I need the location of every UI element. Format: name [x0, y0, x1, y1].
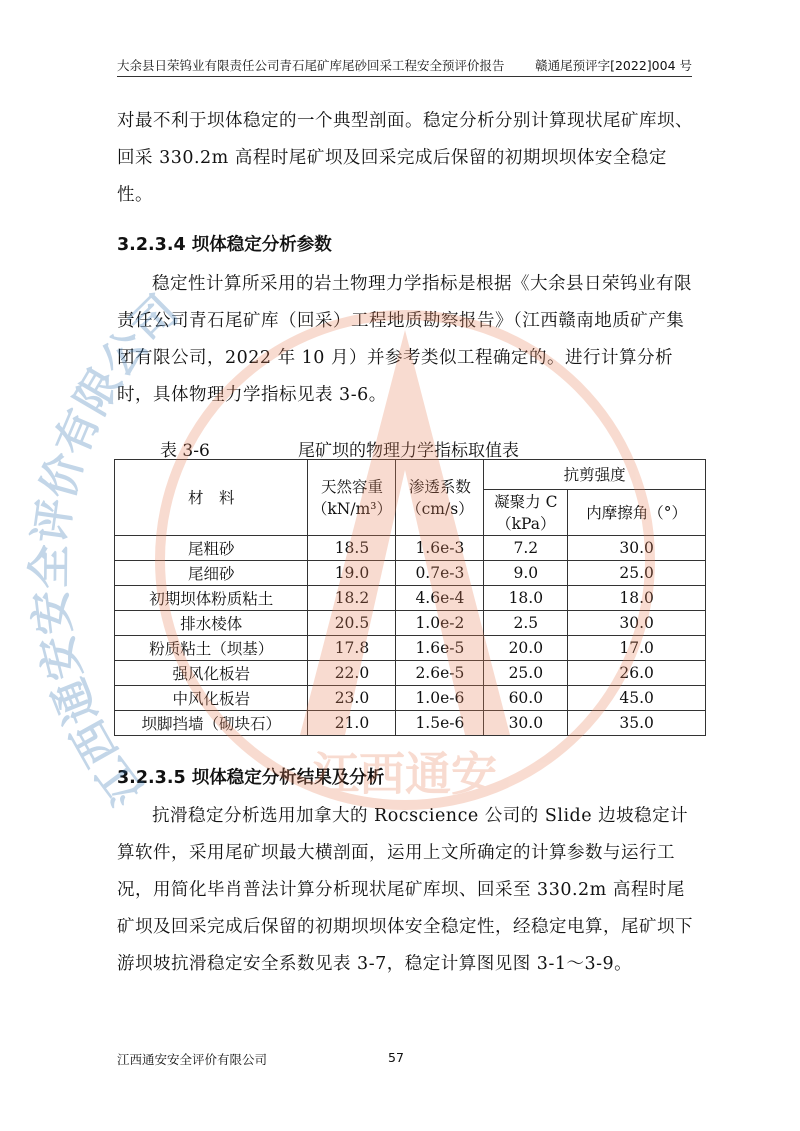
cell-permeability: 1.6e-3: [396, 536, 484, 561]
header-shear-strength: 抗剪强度: [484, 460, 706, 490]
cell-weight: 18.2: [308, 586, 396, 611]
cell-permeability: 1.0e-2: [396, 611, 484, 636]
cell-cohesion: 20.0: [484, 636, 568, 661]
table-row: [115, 661, 706, 686]
watermark-main-text: 江西通安: [313, 747, 497, 801]
header-unit-weight: 天然容重 （kN/m³）: [308, 460, 396, 536]
table-row: [115, 611, 706, 636]
cell-weight: 18.5: [308, 536, 396, 561]
header-report-title: 大余县日荣钨业有限责任公司青石尾矿库尾砂回采工程安全预评价报告: [117, 58, 505, 73]
header-cohesion: 凝聚力 C （kPa）: [484, 490, 568, 536]
header-friction-angle: 内摩擦角（°）: [568, 490, 706, 536]
cell-permeability: 2.6e-5: [396, 661, 484, 686]
cell-material: 排水棱体: [115, 611, 308, 636]
cell-cohesion: 7.2: [484, 536, 568, 561]
cell-cohesion: 30.0: [484, 711, 568, 736]
intro-paragraph: 对最不利于坝体稳定的一个典型剖面。稳定分析分别计算现状尾矿库坝、回采 330.2m 高程时尾矿坝及回采完成后保留的初期坝坝体安全稳定性。: [117, 111, 693, 205]
section-heading-results: 3.2.3.5 坝体稳定分析结果及分析: [117, 768, 385, 788]
cell-material: 初期坝体粉质粘土: [115, 586, 308, 611]
cell-permeability: 1.0e-6: [396, 686, 484, 711]
results-paragraph: 抗滑稳定分析选用加拿大的 Rocscience 公司的 Slide 边坡稳定计算软件，采用尾矿坝最大横剖面，运用上文所确定的计算参数与运行工况，用简化毕肖普法计算分析现状尾矿库坝、回采至 330.2m 高程时尾矿坝及回采完成后保留的初期坝坝体安全稳定性，经稳定电算，尾矿坝下游坝坡抗滑稳定安全系数见表 3-7，稳定计算图见图 3-1～3-9。: [117, 806, 693, 974]
cell-weight: 21.0: [308, 711, 396, 736]
cell-friction: 25.0: [568, 561, 706, 586]
cell-friction: 45.0: [568, 686, 706, 711]
params-paragraph: 稳定性计算所采用的岩土物理力学指标是根据《大余县日荣钨业有限责任公司青石尾矿库（回采）工程地质勘察报告》（江西赣南地质矿产集团有限公司，2022 年 10 月）并参考类似工程确定的。进行计算分析时，具体物理力学指标见表 3-6。: [117, 274, 692, 405]
cell-cohesion: 60.0: [484, 686, 568, 711]
cell-permeability: 1.5e-6: [396, 711, 484, 736]
cell-friction: 30.0: [568, 611, 706, 636]
cell-material: 粉质粘土（坝基）: [115, 636, 308, 661]
table-row: [115, 636, 706, 661]
cell-cohesion: 25.0: [484, 661, 568, 686]
cell-permeability: 1.6e-5: [396, 636, 484, 661]
section-heading-params: 3.2.3.4 坝体稳定分析参数: [117, 235, 332, 255]
physical-properties-table: [114, 459, 706, 736]
cell-friction: 35.0: [568, 711, 706, 736]
table-row: [115, 686, 706, 711]
cell-friction: 17.0: [568, 636, 706, 661]
table-row: [115, 561, 706, 586]
page-header: [117, 50, 692, 77]
cell-cohesion: 18.0: [484, 586, 568, 611]
table-row: [115, 536, 706, 561]
cell-cohesion: 2.5: [484, 611, 568, 636]
cell-friction: 18.0: [568, 586, 706, 611]
cell-material: 中风化板岩: [115, 686, 308, 711]
header-report-number: 赣通尾预评字[2022]004 号: [535, 58, 692, 73]
cell-weight: 17.8: [308, 636, 396, 661]
cell-friction: 30.0: [568, 536, 706, 561]
cell-material: 尾细砂: [115, 561, 308, 586]
header-material: 材 料: [115, 460, 308, 536]
cell-cohesion: 9.0: [484, 561, 568, 586]
cell-permeability: 4.6e-4: [396, 586, 484, 611]
cell-weight: 22.0: [308, 661, 396, 686]
table-caption-number: 表 3-6: [160, 441, 210, 461]
cell-weight: 23.0: [308, 686, 396, 711]
page-number: 57: [388, 1050, 404, 1065]
cell-material: 尾粗砂: [115, 536, 308, 561]
footer-company: 江西通安安全评价有限公司: [117, 1052, 268, 1067]
table-row: [115, 586, 706, 611]
table-caption-title: 尾矿坝的物理力学指标取值表: [298, 441, 519, 461]
watermark-arc-text: 江西通安安全评价有限公司: [24, 285, 189, 814]
cell-permeability: 0.7e-3: [396, 561, 484, 586]
cell-material: 强风化板岩: [115, 661, 308, 686]
cell-weight: 20.5: [308, 611, 396, 636]
table-row: [115, 711, 706, 736]
cell-weight: 19.0: [308, 561, 396, 586]
header-permeability: 渗透系数 （cm/s）: [396, 460, 484, 536]
cell-friction: 26.0: [568, 661, 706, 686]
cell-material: 坝脚挡墙（砌块石）: [115, 711, 308, 736]
